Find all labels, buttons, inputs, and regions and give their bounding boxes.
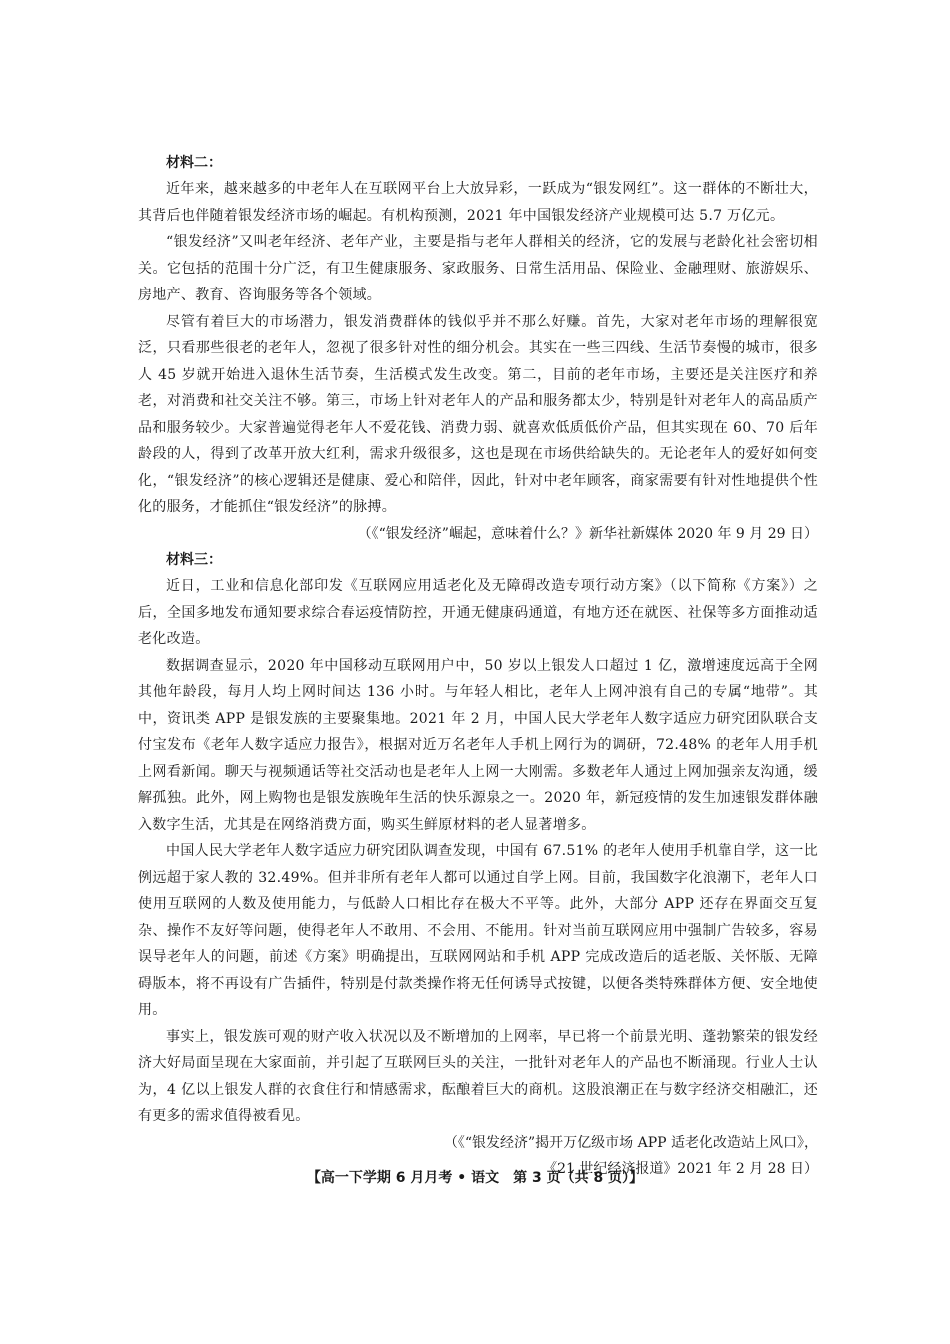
page-footer: 【高一下学期 6 月月考 • 语文 第 3 页（共 8 页）】 — [306, 1170, 644, 1186]
material3-paragraph: 事实上，银发族可观的财产收入状况以及不断增加的上网率，早已将一个前景光明、蓬勃繁荣的银发经济大好局面呈现在大家面前，并引起了互联网巨头的关注，一批针对老年人的产品也不断涌现。行业人士认为，4 亿以上银发人群的衣食住行和情感需求，酝酿着巨大的商机。这股浪潮正在与数字经济交相融汇，还有更多的需求值得被看见。 — [138, 1028, 818, 1124]
material3-paragraph: 数据调查显示，2020 年中国移动互联网用户中，50 岁以上银发人口超过 1 亿，激增速度远高于全网其他年龄段，每月人均上网时间达 136 小时。与年轻人相比，老年人上网冲浪有自己的专属“地带”。其中，资讯类 APP 是银发族的主要聚集地。2021 年 2 月，中国人民大学老年人数字适应力研究团队联合支付宝发布《老年人数字适应力报告》，根据对近万名老年人手机上网行为的调研，72.48% 的老年人用手机上网看新闻。聊天与视频通话等社交活动也是老年人上网一大刚需。多数老年人通过上网加强亲友沟通，缓解孤独。此外，网上购物也是银发族晚年生活的快乐源泉之一。2020 年，新冠疫情的发生加速银发群体融入数字生活，尤其是在网络消费方面，购买生鲜原材料的老人显著增多。 — [138, 657, 818, 833]
text-column — [138, 150, 818, 1183]
material2-source: （《“银发经济”崛起，意味着什么？》新华社新媒体 2020 年 9 月 29 日） — [357, 525, 818, 542]
material3-source-line1: （《“银发经济”揭开万亿级市场 APP 适老化改造站上风口》， — [443, 1134, 818, 1151]
material2-heading: 材料二： — [166, 155, 222, 171]
material2-paragraph: 尽管有着巨大的市场潜力，银发消费群体的钱似乎并不那么好赚。首先，大家对老年市场的理解很宽泛，只看那些很老的老年人，忽视了很多针对性的细分机会。其实在一些三四线、生活节奏慢的城市，很多人 45 岁就开始进入退休生活节奏，生活模式发生改变。第二，目前的老年市场，主要还是关注医疗和养老，对消费和社交关注不够。第三，市场上针对老年人的产品和服务都太少，特别是针对老年人的高品质产品和服务较少。大家普遍觉得老年人不爱花钱、消费力弱、就喜欢低质低价产品，但其实现在 60、70 后年龄段的人，得到了改革开放大红利，需求升级很多，这也是现在市场供给缺失的。无论老年人的爱好如何变化，“银发经济”的核心逻辑还是健康、爱心和陪伴，因此，针对中老年顾客，商家需要有针对性地提供个性化的服务，才能抓住“银发经济”的脉搏。 — [138, 313, 818, 515]
material3-heading: 材料三： — [166, 552, 222, 568]
material2-paragraph: 近年来，越来越多的中老年人在互联网平台上大放异彩，一跃成为“银发网红”。这一群体的不断壮大，其背后也伴随着银发经济市场的崛起。有机构预测，2021 年中国银发经济产业规模可达 5.7 万亿元。 — [138, 181, 818, 224]
material3-paragraph: 近日，工业和信息化部印发《互联网应用适老化及无障碍改造专项行动方案》（以下简称《方案》）之后，全国多地发布通知要求综合春运疫情防控，开通无健康码通道，有地方还在就医、社保等多方面推动适老化改造。 — [138, 578, 818, 647]
material2-paragraph: “银发经济”又叫老年经济、老年产业，主要是指与老年人群相关的经济，它的发展与老龄化社会密切相关。它包括的范围十分广泛，有卫生健康服务、家政服务、日常生活用品、保险业、金融理财、旅游娱乐、房地产、教育、咨询服务等各个领域。 — [138, 234, 818, 303]
material3-source-line2: 《21 世纪经济报道》2021 年 2 月 28 日） — [543, 1161, 818, 1177]
material3-paragraph: 中国人民大学老年人数字适应力研究团队调查发现，中国有 67.51% 的老年人使用手机靠自学，这一比例远超于家人教的 32.49%。但并非所有老年人都可以通过自学上网。目前，我国数字化浪潮下，老年人口使用互联网的人数及使用能力，与低龄人口相比存在极大不平等。此外，大部分 APP 还存在界面交互复杂、操作不友好等问题，使得老年人不敢用、不会用、不能用。针对当前互联网应用中强制广告较多，容易误导老年人的问题，前述《方案》明确提出，互联网网站和手机 APP 完成改造后的适老版、关怀版、无障碍版本，将不再设有广告插件，特别是付款类操作将无任何诱导式按键，以便各类特殊群体方便、安全地使用。 — [138, 843, 818, 1018]
